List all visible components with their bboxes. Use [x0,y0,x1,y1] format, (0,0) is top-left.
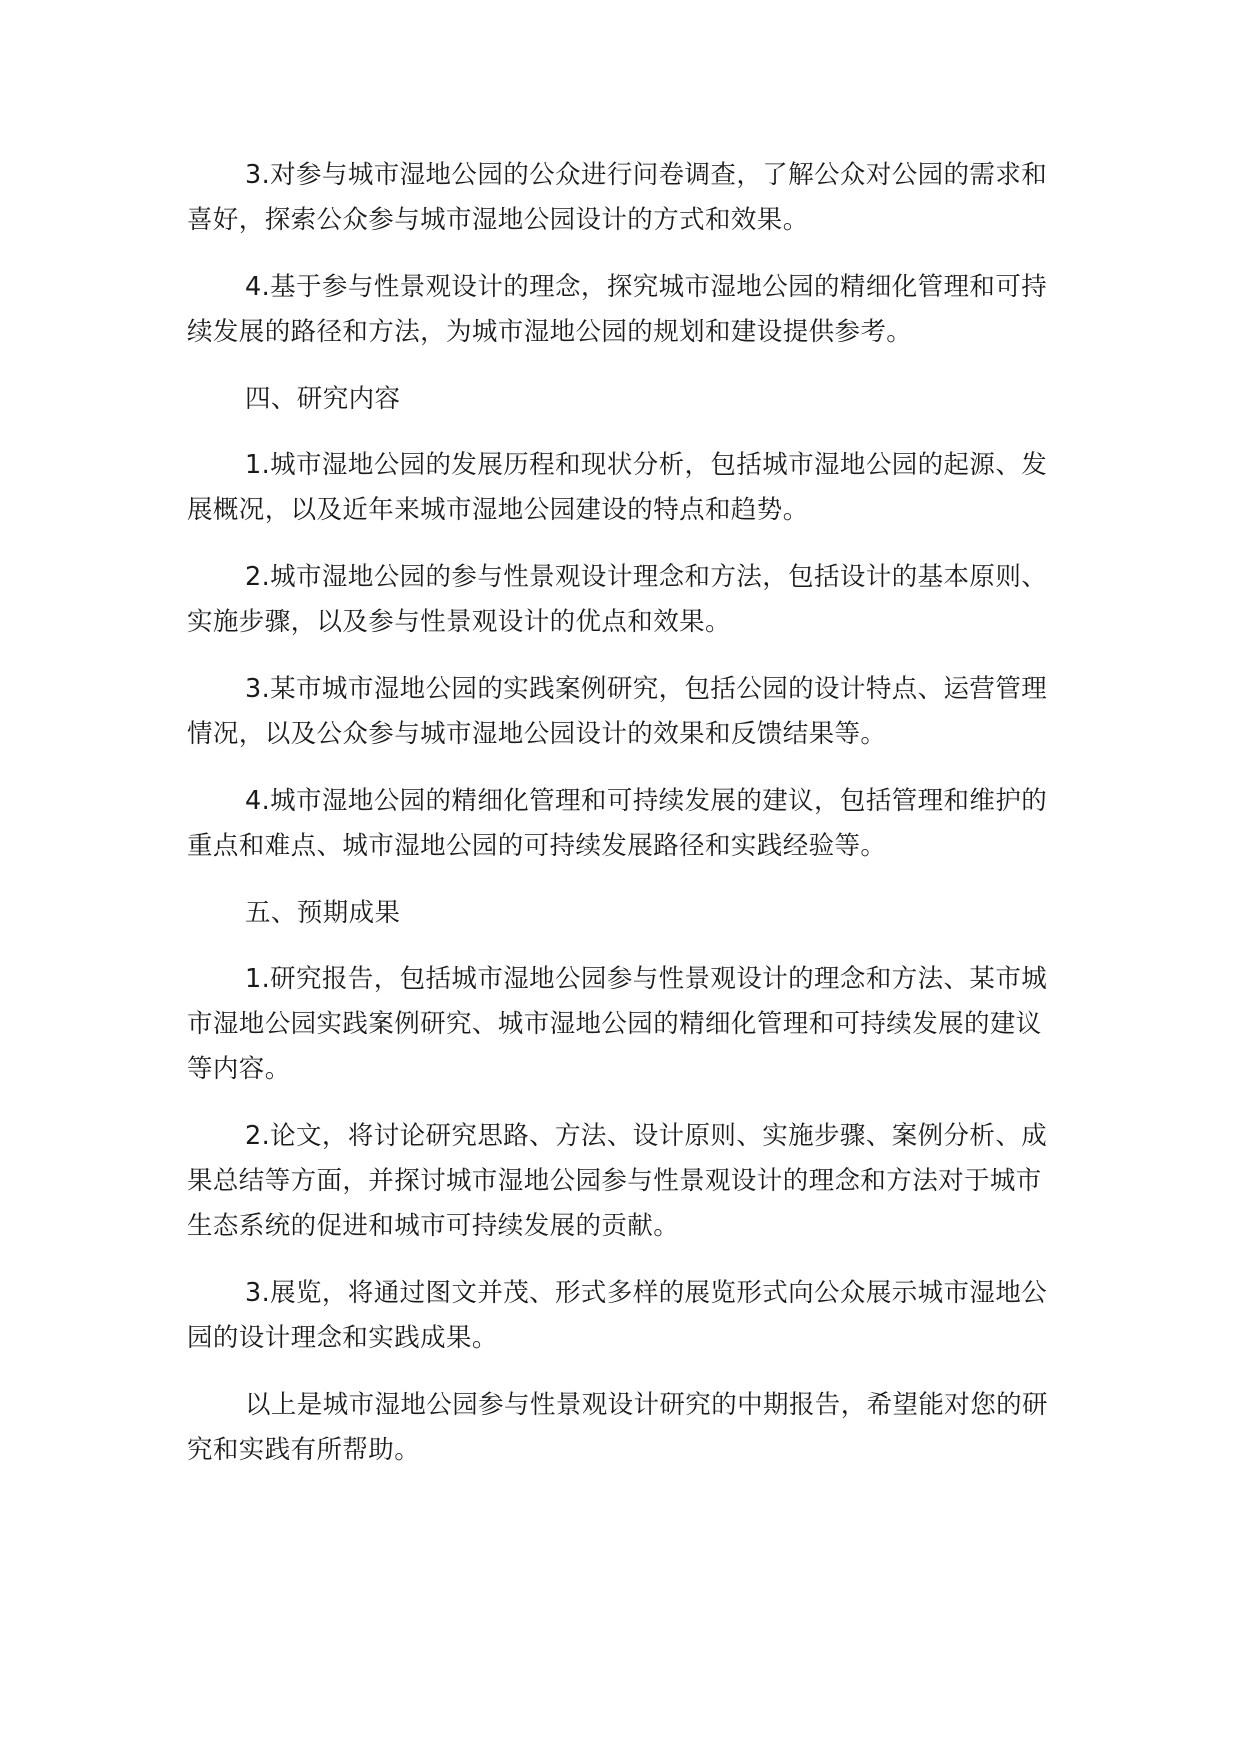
paragraph-result-1: 1.研究报告，包括城市湿地公园参与性景观设计的理念和方法、某市城市湿地公园实践案例研究、城市湿地公园的精细化管理和可持续发展的建议等内容。 [187,964,1048,1084]
paragraph-content-2: 2.城市湿地公园的参与性景观设计理念和方法，包括设计的基本原则、实施步骤，以及参与性景观设计的优点和效果。 [187,562,1048,637]
paragraph-content-1: 1.城市湿地公园的发展历程和现状分析，包括城市湿地公园的起源、发展概况，以及近年来城市湿地公园建设的特点和趋势。 [187,450,1048,525]
section-heading-expected-results: 五、预期成果 [245,898,401,928]
section-heading-research-content: 四、研究内容 [245,384,401,414]
paragraph-result-3: 3.展览，将通过图文并茂、形式多样的展览形式向公众展示城市湿地公园的设计理念和实践成果。 [187,1278,1048,1353]
paragraph-conclusion: 以上是城市湿地公园参与性景观设计研究的中期报告，希望能对您的研究和实践有所帮助。 [187,1390,1048,1465]
paragraph-content-3: 3.某市城市湿地公园的实践案例研究，包括公园的设计特点、运营管理情况，以及公众参与城市湿地公园设计的效果和反馈结果等。 [187,674,1048,749]
paragraph-objective-4: 4.基于参与性景观设计的理念，探究城市湿地公园的精细化管理和可持续发展的路径和方法，为城市湿地公园的规划和建设提供参考。 [187,272,1048,347]
paragraph-result-2: 2.论文，将讨论研究思路、方法、设计原则、实施步骤、案例分析、成果总结等方面，并探讨城市湿地公园参与性景观设计的理念和方法对于城市生态系统的促进和城市可持续发展的贡献。 [187,1121,1048,1241]
paragraph-content-4: 4.城市湿地公园的精细化管理和可持续发展的建议，包括管理和维护的重点和难点、城市湿地公园的可持续发展路径和实践经验等。 [187,786,1048,861]
paragraph-objective-3: 3.对参与城市湿地公园的公众进行问卷调查，了解公众对公园的需求和喜好，探索公众参与城市湿地公园设计的方式和效果。 [187,160,1048,235]
